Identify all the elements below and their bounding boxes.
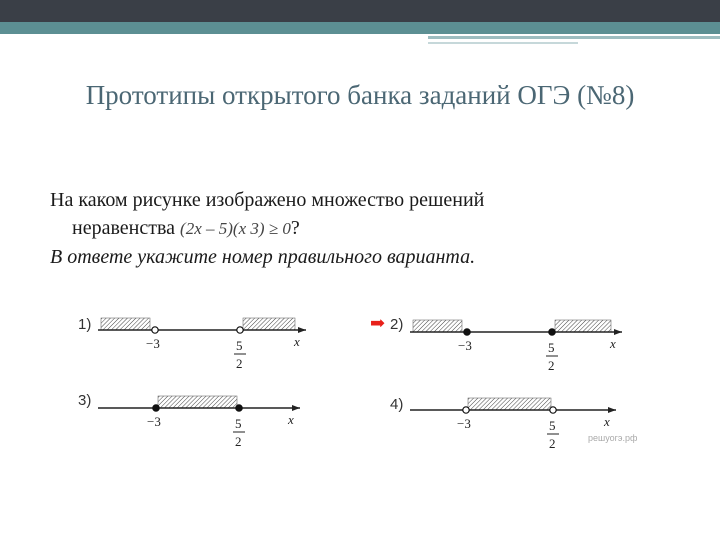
tick-fraction-numerator: 5 xyxy=(548,340,555,355)
number-line-1 xyxy=(78,312,318,374)
point-minus-3 xyxy=(152,327,158,333)
number-line-2 xyxy=(390,312,630,384)
number-line-4 xyxy=(390,388,630,460)
tick-fraction-denominator: 2 xyxy=(235,434,242,449)
arrow-right-icon: ➡ xyxy=(370,313,386,333)
tick-fraction-denominator: 2 xyxy=(549,436,556,451)
tick-fraction-denominator: 2 xyxy=(236,356,243,371)
point-minus-3 xyxy=(463,407,469,413)
axis-label-x: x xyxy=(288,412,294,427)
slide-title: Прототипы открытого банка заданий ОГЭ (№8) xyxy=(85,80,635,110)
axis-label-x: x xyxy=(610,336,616,351)
point-minus-3 xyxy=(464,329,470,335)
point-five-halves xyxy=(549,329,555,335)
inequality: (2x – 5)(x 3) ≥ 0 xyxy=(180,219,291,238)
question-line2 xyxy=(50,214,672,243)
axis-arrowhead xyxy=(292,405,300,411)
axis-arrowhead xyxy=(608,407,616,413)
question-text-2: неравенства xyxy=(72,217,176,239)
question-mark: ? xyxy=(290,217,300,239)
point-minus-3 xyxy=(153,405,159,411)
axis-arrowhead xyxy=(298,327,306,333)
decor-line xyxy=(428,42,578,44)
tick-label-left: −3 xyxy=(458,338,472,353)
question-line1 xyxy=(50,186,672,214)
decor-line xyxy=(582,40,666,42)
point-five-halves xyxy=(550,407,556,413)
tick-label-left: −3 xyxy=(457,416,471,431)
axis-arrowhead xyxy=(614,329,622,335)
point-five-halves xyxy=(237,327,243,333)
option-1-figure[interactable] xyxy=(78,312,318,374)
option-label: 2) xyxy=(390,316,404,333)
instruction-text: В ответе укажите номер правильного варианта. xyxy=(50,246,476,268)
tick-fraction-numerator: 5 xyxy=(236,338,243,353)
option-2-figure[interactable] xyxy=(390,312,630,384)
top-decor-bar xyxy=(0,0,720,22)
option-label: 1) xyxy=(78,316,92,333)
option-label: 4) xyxy=(390,396,404,413)
hatch-middle xyxy=(468,398,551,410)
option-4-figure[interactable] xyxy=(390,388,630,460)
option-3-figure[interactable] xyxy=(78,388,318,460)
watermark: решуогэ.рф xyxy=(588,433,638,443)
option-label: 3) xyxy=(78,392,92,409)
tick-fraction-numerator: 5 xyxy=(549,418,556,433)
point-five-halves xyxy=(236,405,242,411)
question-text: На каком рисунке изображено множество решений xyxy=(50,189,485,211)
hatch-left xyxy=(101,318,150,330)
tick-label-left: −3 xyxy=(146,336,160,351)
tick-fraction-denominator: 2 xyxy=(548,358,555,373)
number-line-3 xyxy=(78,388,318,460)
axis-label-x: x xyxy=(294,334,300,349)
decor-line xyxy=(428,36,720,39)
hatch-right xyxy=(243,318,295,330)
tick-label-left: −3 xyxy=(147,414,161,429)
axis-label-x: x xyxy=(604,414,610,429)
hatch-middle xyxy=(158,396,237,408)
top-decor-band xyxy=(0,22,720,34)
tick-fraction-numerator: 5 xyxy=(235,416,242,431)
question-block xyxy=(50,186,672,271)
hatch-right xyxy=(555,320,611,332)
hatch-left xyxy=(413,320,462,332)
